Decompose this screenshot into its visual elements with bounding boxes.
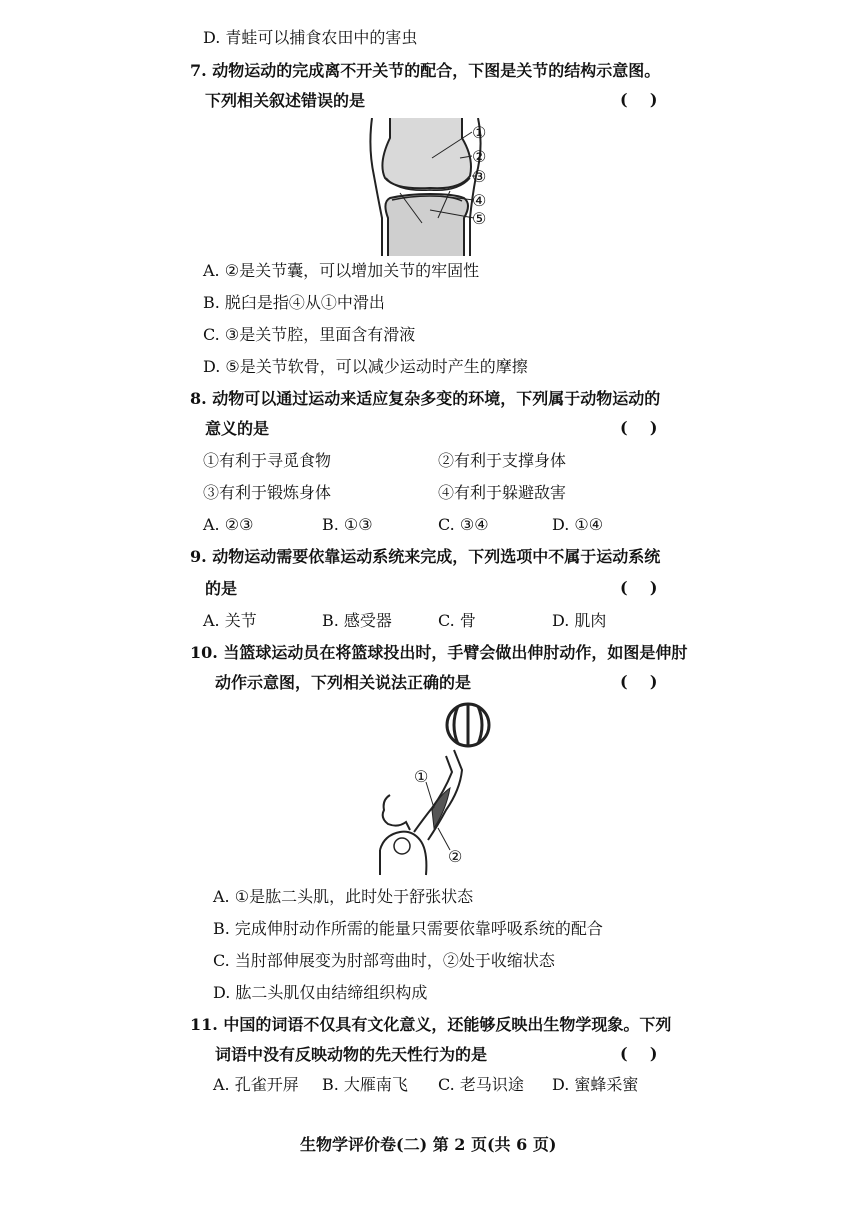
q9-stem-line-2: 的是 [205, 579, 238, 598]
q11-option-c: C. 老马识途 [438, 1075, 524, 1094]
q9-option-d: D. 肌肉 [552, 611, 607, 630]
q10-stem-line-2: 动作示意图，下列相关说法正确的是 [215, 673, 472, 692]
basketball-icon [447, 704, 489, 746]
q7-answer-paren: ( ) [620, 90, 658, 109]
q10-option-b: B. 完成伸肘动作所需的能量只需要依靠呼吸系统的配合 [213, 919, 603, 938]
q8-stem-line-2: 意义的是 [205, 419, 270, 438]
q6-option-d: D. 青蛙可以捕食农田中的害虫 [203, 28, 418, 47]
q11-stem-line-2: 词语中没有反映动物的先天性行为的是 [215, 1045, 488, 1064]
q10-option-c: C. 当肘部伸展变为肘部弯曲时，②处于收缩状态 [213, 951, 555, 970]
q11-option-d: D. 蜜蜂采蜜 [552, 1075, 639, 1094]
q8-option-b: B. ①③ [322, 515, 373, 534]
q8-item-3: ③有利于锻炼身体 [203, 483, 332, 502]
q7-fig-label-1: ① [472, 123, 487, 142]
elbow-extension-diagram [370, 700, 510, 880]
q8-answer-paren: ( ) [620, 418, 658, 437]
q7-fig-label-3: ③ [472, 167, 487, 186]
q8-item-2: ②有利于支撑身体 [438, 451, 567, 470]
q8-option-c: C. ③④ [438, 515, 489, 534]
q8-item-1: ①有利于寻觅食物 [203, 451, 332, 470]
q9-answer-paren: ( ) [620, 578, 658, 597]
q10-fig-label-2: ② [448, 847, 463, 866]
q7-fig-label-5: ⑤ [472, 209, 487, 228]
q8-item-4: ④有利于躲避敌害 [438, 483, 567, 502]
q11-option-b: B. 大雁南飞 [322, 1075, 408, 1094]
q10-option-a: A. ①是肱二头肌，此时处于舒张状态 [213, 887, 474, 906]
q7-stem-line-1: 7. 动物运动的完成离不开关节的配合，下图是关节的结构示意图。 [190, 61, 661, 80]
q7-option-c: C. ③是关节腔，里面含有滑液 [203, 325, 416, 344]
q9-option-a: A. 关节 [203, 611, 257, 630]
q7-stem-line-2: 下列相关叙述错误的是 [205, 91, 366, 110]
q8-option-a: A. ②③ [203, 515, 254, 534]
q10-fig-label-1: ① [414, 767, 429, 786]
q10-answer-paren: ( ) [620, 672, 658, 691]
q7-option-a: A. ②是关节囊，可以增加关节的牢固性 [203, 261, 480, 280]
q9-stem-line-1: 9. 动物运动需要依靠运动系统来完成，下列选项中不属于运动系统 [190, 547, 661, 566]
q9-option-c: C. 骨 [438, 611, 476, 630]
q11-option-a: A. 孔雀开屏 [213, 1075, 299, 1094]
q10-option-d: D. 肱二头肌仅由结缔组织构成 [213, 983, 428, 1002]
q7-fig-label-4: ④ [472, 191, 487, 210]
q9-option-b: B. 感受器 [322, 611, 392, 630]
q11-answer-paren: ( ) [620, 1044, 658, 1063]
page-footer: 生物学评价卷(二) 第 2 页(共 6 页) [300, 1135, 557, 1154]
q8-option-d: D. ①④ [552, 515, 604, 534]
q7-option-b: B. 脱臼是指④从①中滑出 [203, 293, 385, 312]
q7-fig-label-2: ② [472, 147, 487, 166]
q7-option-d: D. ⑤是关节软骨，可以减少运动时产生的摩擦 [203, 357, 528, 376]
q8-stem-line-1: 8. 动物可以通过运动来适应复杂多变的环境，下列属于动物运动的 [190, 389, 661, 408]
q11-stem-line-1: 11. 中国的词语不仅具有文化意义，还能够反映出生物学现象。下列 [190, 1015, 672, 1034]
q10-stem-line-1: 10. 当篮球运动员在将篮球投出时，手臂会做出伸肘动作，如图是伸肘 [190, 643, 688, 662]
